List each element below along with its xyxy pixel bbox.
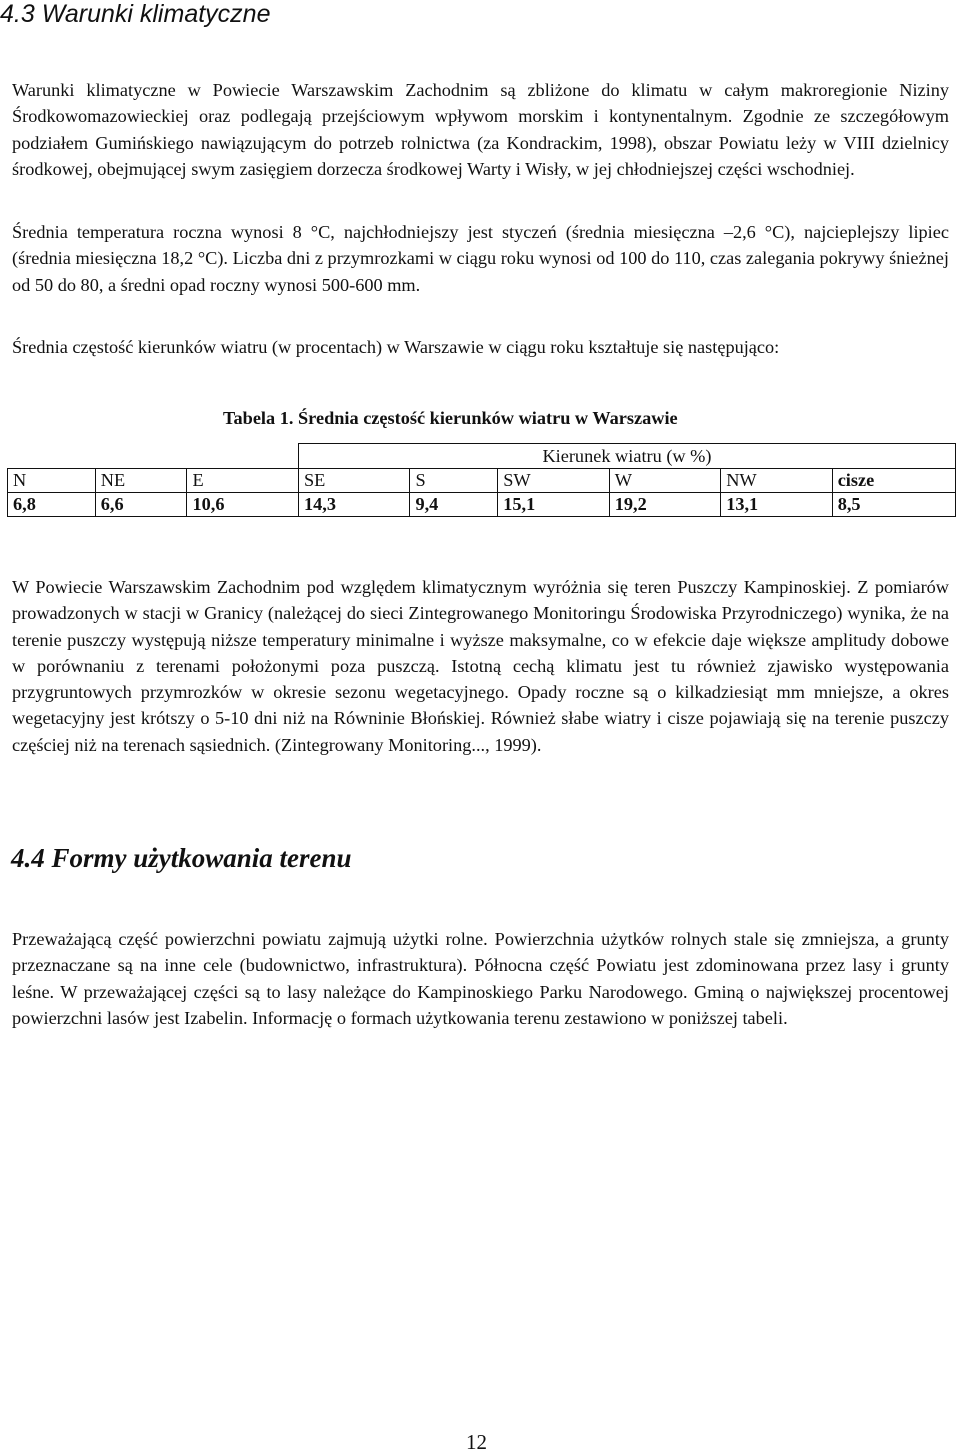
table-cell-direction: E: [187, 469, 298, 493]
table-cell-value: 14,3: [298, 493, 409, 517]
paragraph-land-use: Przeważającą część powierzchni powiatu zajmują użytki rolne. Powierzchnia użytków rolnych stale się zmniejsza, a grunty przeznaczane są na inne cele (budownictwo, infrastruktura). Północna część Powiatu jest zdominowana przez lasy i grunty leśne. W przeważającej części są to lasy należące do Kampinoskiego Parku Narodowego. Gminą o największej procentowej powierzchni lasów jest Izabelin. Informację o formach użytkowania terenu zestawiono w poniższej tabeli.: [12, 929, 949, 1028]
table-row-directions: [8, 469, 956, 493]
table-cell-direction: NE: [95, 469, 187, 493]
table-cell-value: 19,2: [609, 493, 720, 517]
table-row-values: [8, 493, 956, 517]
table-cell-value: 13,1: [721, 493, 832, 517]
table-blank-cell: [8, 444, 299, 469]
table-caption: Tabela 1. Średnia częstość kierunków wiatru w Warszawie: [223, 408, 678, 428]
table-cell-value: 6,8: [8, 493, 96, 517]
table-cell-direction: SW: [498, 469, 609, 493]
table-cell-value: 8,5: [832, 493, 955, 517]
table-cell-direction: SE: [298, 469, 409, 493]
paragraph-wind-intro: Średnia częstość kierunków wiatru (w procentach) w Warszawie w ciągu roku kształtuje się następująco:: [12, 337, 780, 357]
table-cell-value: 10,6: [187, 493, 298, 517]
table-cell-value: 9,4: [410, 493, 498, 517]
section-heading-climate: 4.3 Warunki klimatyczne: [0, 0, 271, 28]
wind-frequency-table: [7, 443, 956, 517]
paragraph-temperature: Średnia temperatura roczna wynosi 8 °C, najchłodniejszy jest styczeń (średnia miesięczna –2,6 °C), najcieplejszy lipiec (średnia miesięczna 18,2 °C). Liczba dni z przymrozkami w ciągu roku wynosi od 100 do 110, czas zalegania pokrywy śnieżnej od 50 do 80, a średni opad roczny wynosi 500-600 mm.: [12, 222, 949, 295]
paragraph-climate-intro: Warunki klimatyczne w Powiecie Warszawskim Zachodnim są zbliżone do klimatu w całym makroregionie Niziny Środkowomazowieckiej oraz podlegają przejściowym wpływom morskim i kontynentalnym. Zgodnie ze szczegółowym podziałem Gumińskiego nawiązującym do potrzeb rolnictwa (za Kondrackim, 1998), obszar Powiatu leży w VIII dzielnicy środkowej, obejmującej swym zasięgiem dorzecza środkowej Warty i Wisły, w jej chłodniejszej części wschodniej.: [12, 80, 949, 179]
table-cell-value: 15,1: [498, 493, 609, 517]
page-number: 12: [466, 1430, 487, 1454]
table-cell-direction: N: [8, 469, 96, 493]
section-heading-land-use: 4.4 Formy użytkowania terenu: [11, 843, 352, 873]
table-cell-direction: cisze: [832, 469, 955, 493]
table-group-header: Kierunek wiatru (w %): [298, 444, 955, 469]
table-cell-direction: S: [410, 469, 498, 493]
table-cell-direction: W: [609, 469, 720, 493]
table-group-header-row: [8, 444, 956, 469]
paragraph-kampinos: W Powiecie Warszawskim Zachodnim pod względem klimatycznym wyróżnia się teren Puszczy Kampinoskiej. Z pomiarów prowadzonych w stacji w Granicy (należącej do sieci Zintegrowanego Monitoringu Środowiska Przyrodniczego) wynika, że na terenie puszczy występują niższe temperatury minimalne i wyższe maksymalne, co w efekcie daje większe amplitudy dobowe w porównaniu z terenami położonymi poza puszczą. Istotną cechą klimatu jest tu również zjawisko występowania przygruntowych przymrozków w okresie sezonu wegetacyjnego. Opady roczne są o kilkadziesiąt mm mniejsze, a okres wegetacyjny jest krótszy o 5-10 dni niż na Równinie Błońskiej. Również słabe wiatry i cisze pojawiają się na terenie puszczy częściej niż na terenach sąsiednich. (Zintegrowany Monitoring..., 1999).: [12, 577, 949, 755]
table-cell-value: 6,6: [95, 493, 187, 517]
table-cell-direction: NW: [721, 469, 832, 493]
